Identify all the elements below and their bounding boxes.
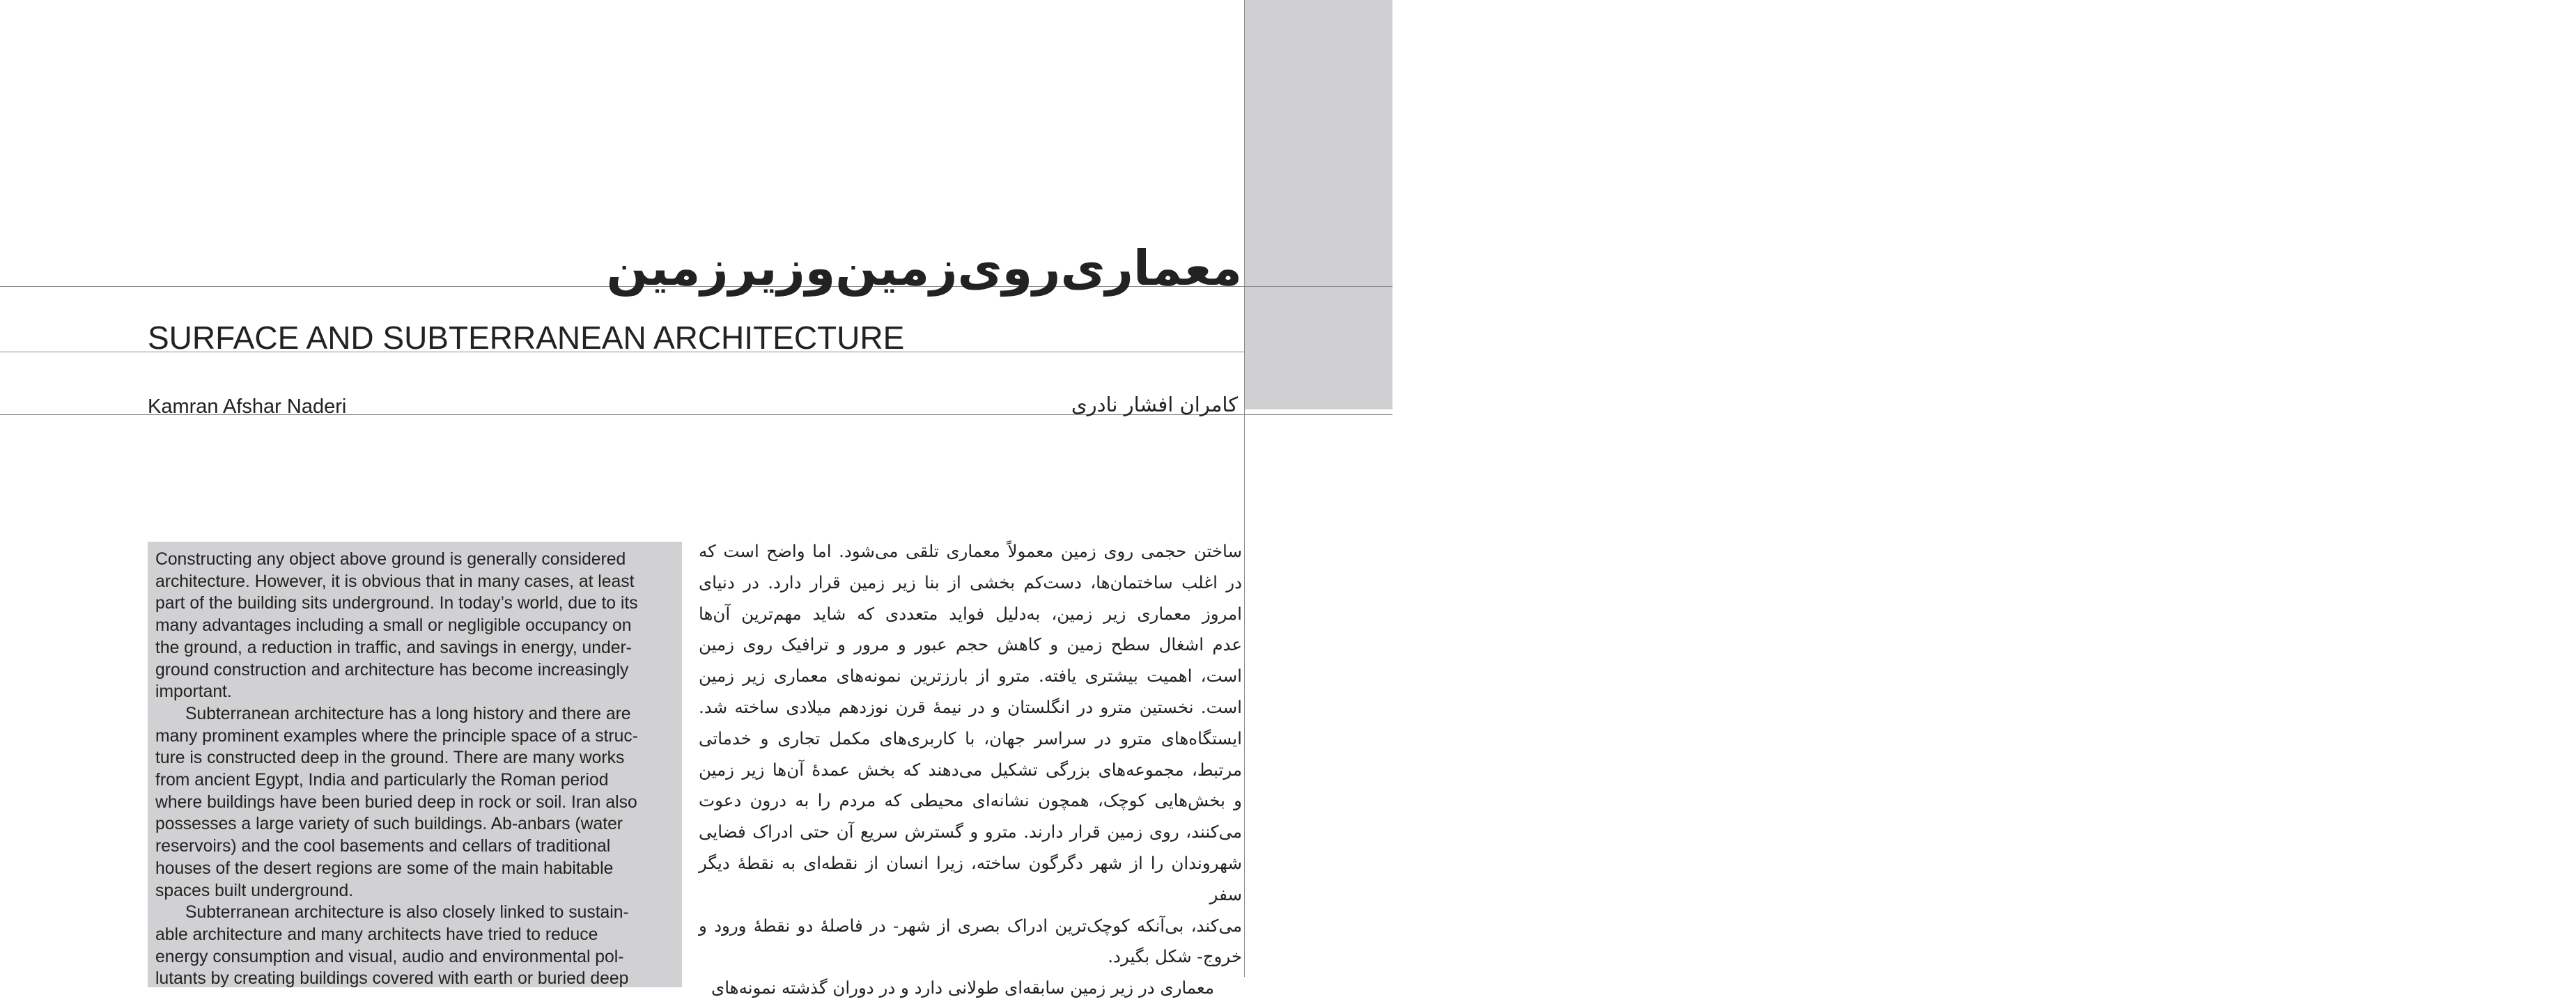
persian-paragraph-1: ساختن حجمی روی زمین معمولاً معماری تلقی می‌شود. اما واضح است که در اغلب ساختمان‌ها، دست‌کم بخشی از بنا زیر زمین قرار دارد. در دنیای امروز معماری زیر زمین، به‌دلیل فواید متعددی که شاید مهم‌ترین آن‌ها عدم اشغال سطح زمین و کاهش حجم عبور و مرور و ترافیک روی زمین است، اهمیت بیشتری یافته. مترو از بارزترین نمونه‌های معماری زیر زمین است. نخستین مترو در انگلستان و در نیمهٔ قرن نوزدهم میلادی ساخته شد. ایستگاه‌های مترو در سراسر جهان، با کاربری‌های مکمل تجاری و خدماتی مرتبط، مجموعه‌های بزرگی تشکیل می‌دهند که بخش عمدهٔ آن‌ها زیر زمین و بخش‌هایی کوچک، همچون نشانه‌ای محیطی که مردم را به درون دعوت می‌کنند، روی زمین قرار دارند. مترو و گسترش سریع آن حتی ادراک فضایی شهروندان را از شهر دگرگون ساخته، زیرا انسان از نقطه‌ای به نقطهٔ دیگر سفر می‌کند، بی‌آنکه کوچک‌ترین ادراک بصری از شهر- در فاصلهٔ دو نقطهٔ ورود و: [699, 541, 1242, 936]
sidebar-rule: [1244, 0, 1245, 977]
persian-paragraph-2: معماری در زیر زمین سابقه‌ای طولانی دارد و در دوران گذشته نمونه‌های: [711, 978, 1214, 998]
section-sidebar: [1245, 0, 2574, 409]
persian-paragraph-1-last-line: خروج- شکل بگیرد.: [1108, 946, 1242, 967]
english-abstract: [148, 542, 682, 987]
abstract-paragraph-1: Constructing any object above ground is generally considered architecture. However, it is obvious that in many cases, at least part of the building sits underground. In today’s world, due to its many advantages including a small or negligible occupancy on the ground, a reduction in traffic, and savings in energy, under- ground construction and architecture has become increasingly important.: [155, 550, 638, 702]
title-persian: معماری‌روی‌زمین‌وزیرزمین: [606, 240, 1242, 297]
author-persian: کامران افشار نادری: [1071, 393, 1238, 416]
author-english: Kamran Afshar Naderi: [148, 395, 347, 418]
abstract-paragraph-2: Subterranean architecture has a long history and there are many prominent examples where the principle space of a struc- ture is constructed deep in the ground. There are many works from ancient Egypt, India and particularly the Roman period where buildings have been buried deep in rock or soil. Iran also possesses a large variety of such buildings. Ab-anbars (water reservoirs) and the cool basements and cellars of traditional houses of the desert regions are some of the main habitable spaces built underground.: [155, 704, 638, 900]
persian-body: [699, 536, 1242, 998]
title-english: SURFACE AND SUBTERRANEAN ARCHITECTURE: [148, 320, 905, 356]
abstract-paragraph-3: Subterranean architecture is also closely linked to sustain- able architecture and many architects have tried to reduce energy consumption and visual, audio and environmental pol- lutants by creating buildings covered with earth or buried deep: [155, 903, 629, 989]
section-label: سر مقاله: [2522, 230, 2574, 404]
